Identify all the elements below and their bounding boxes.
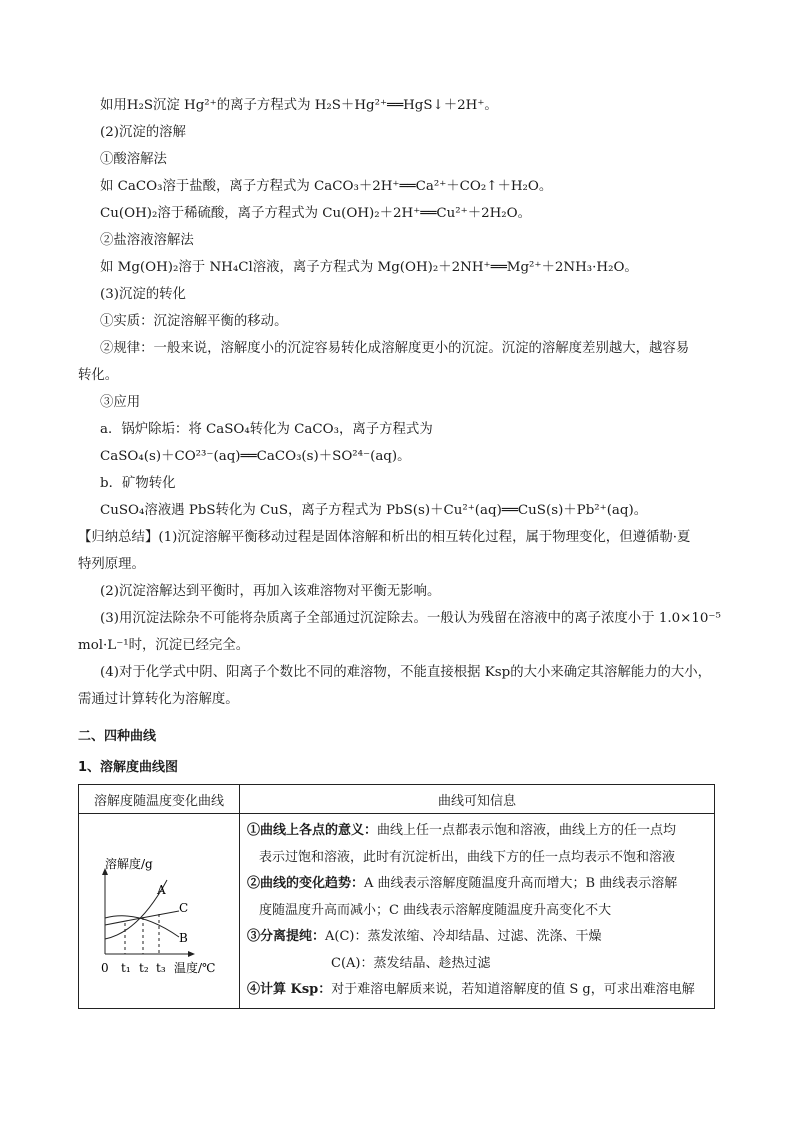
x-axis-arrow <box>188 951 195 957</box>
curve-label-a: A <box>157 883 166 897</box>
curve-label-c: C <box>179 901 189 915</box>
text-line: 需通过计算转化为溶解度。 <box>78 692 239 707</box>
table-header-right: 曲线可知信息 <box>240 785 715 814</box>
text-line: (4)对于化学式中阴、阳离子个数比不同的难溶物，不能直接根据 Ksp的大小来确定其溶解能力的大小， <box>100 665 712 680</box>
text-line: (3)沉淀的转化 <box>100 287 186 302</box>
info-text: A(C)：蒸发浓缩、冷却结晶、过滤、洗涤、干燥 <box>325 929 602 945</box>
document-body <box>78 92 740 781</box>
info-text: A 曲线表示溶解度随温度升高而增大；B 曲线表示溶解 <box>364 876 678 892</box>
curve-c <box>105 911 179 925</box>
text-line: ③应用 <box>100 395 141 410</box>
solubility-curve-table <box>78 784 715 1009</box>
info-lead: ①曲线上各点的意义： <box>247 823 378 839</box>
info-lead: ④计算 Ksp： <box>247 982 332 998</box>
text-line: CuSO₄溶液遇 PbS转化为 CuS，离子方程式为 PbS(s)＋Cu²⁺(aq)══CuS(s)＋Pb²⁺(aq)。 <box>100 503 648 518</box>
info-text: 对于难溶电解质来说，若知道溶解度的值 S g，可求出难溶电解 <box>331 982 695 998</box>
info-line <box>241 898 713 925</box>
subsection-title: 1、溶解度曲线图 <box>78 760 179 775</box>
info-line <box>241 845 713 872</box>
solubility-graph <box>79 814 239 1004</box>
summary-line: 【归纳总结】(1)沉淀溶解平衡移动过程是固体溶解和析出的相互转化过程，属于物理变化，但遵循勒·夏 <box>78 530 691 545</box>
info-line <box>241 977 713 1004</box>
text-line: ②盐溶液溶解法 <box>100 233 194 248</box>
tick-t1: t₁ <box>121 961 131 975</box>
section-title: 二、四种曲线 <box>78 729 157 744</box>
text-line: ②规律：一般来说，溶解度小的沉淀容易转化成溶解度更小的沉淀。沉淀的溶解度差别越大，越容易 <box>100 341 690 356</box>
text-line: a．锅炉除垢：将 CaSO₄转化为 CaCO₃，离子方程式为 <box>100 422 433 437</box>
text-line: (2)沉淀溶解达到平衡时，再加入该难溶物对平衡无影响。 <box>100 584 441 599</box>
origin-label: 0 <box>101 961 109 975</box>
text-line: 如 Mg(OH)₂溶于 NH₄Cl溶液，离子方程式为 Mg(OH)₂＋2NH⁺══Mg²⁺＋2NH₃·H₂O。 <box>100 260 638 275</box>
tick-t3: t₃ <box>156 961 166 975</box>
text-line: 如 CaCO₃溶于盐酸，离子方程式为 CaCO₃＋2H⁺══Ca²⁺＋CO₂↑＋H₂O。 <box>100 179 553 194</box>
info-lead: ②曲线的变化趋势： <box>247 876 365 892</box>
info-text: 表示过饱和溶液，此时有沉淀析出，曲线下方的任一点均表示不饱和溶液 <box>259 849 676 865</box>
text-line: 如用H₂S沉淀 Hg²⁺的离子方程式为 H₂S＋Hg²⁺══HgS↓＋2H⁺。 <box>100 98 498 113</box>
info-cell <box>240 814 715 1009</box>
info-lead: ③分离提纯： <box>247 929 326 945</box>
info-line <box>241 818 713 845</box>
table-header-left: 溶解度随温度变化曲线 <box>79 785 240 814</box>
text-line: b．矿物转化 <box>100 476 176 491</box>
text-line: mol·L⁻¹时，沉淀已经完全。 <box>78 638 250 653</box>
info-line <box>241 871 713 898</box>
curve-b <box>105 916 179 937</box>
tick-t2: t₂ <box>139 961 149 975</box>
x-axis-label: 温度/℃ <box>174 961 216 975</box>
info-text: 度随温度升高而减小；C 曲线表示溶解度随温度升高变化不大 <box>259 902 612 918</box>
y-axis-label: 溶解度/g <box>105 857 153 871</box>
info-text: C(A)：蒸发结晶、趁热过滤 <box>331 955 491 971</box>
text-line: 转化。 <box>78 368 119 383</box>
curve-label-b: B <box>179 931 188 945</box>
text-line: 特列原理。 <box>78 557 145 572</box>
text-line: (2)沉淀的溶解 <box>100 125 186 140</box>
info-text: 曲线上任一点都表示饱和溶液，曲线上方的任一点均 <box>377 823 677 839</box>
text-line: (3)用沉淀法除杂不可能将杂质离子全部通过沉淀除去。一般认为残留在溶液中的离子浓度小于 1.0×10⁻⁵ <box>100 611 721 626</box>
info-line <box>241 924 713 951</box>
info-line <box>241 951 713 978</box>
text-line: ①酸溶解法 <box>100 152 167 167</box>
graph-cell <box>79 814 240 1009</box>
text-line: CaSO₄(s)＋CO²³⁻(aq)══CaCO₃(s)＋SO²⁴⁻(aq)。 <box>100 449 411 464</box>
text-line: Cu(OH)₂溶于稀硫酸，离子方程式为 Cu(OH)₂＋2H⁺══Cu²⁺＋2H₂O。 <box>100 206 532 221</box>
text-line: ①实质：沉淀溶解平衡的移动。 <box>100 314 288 329</box>
